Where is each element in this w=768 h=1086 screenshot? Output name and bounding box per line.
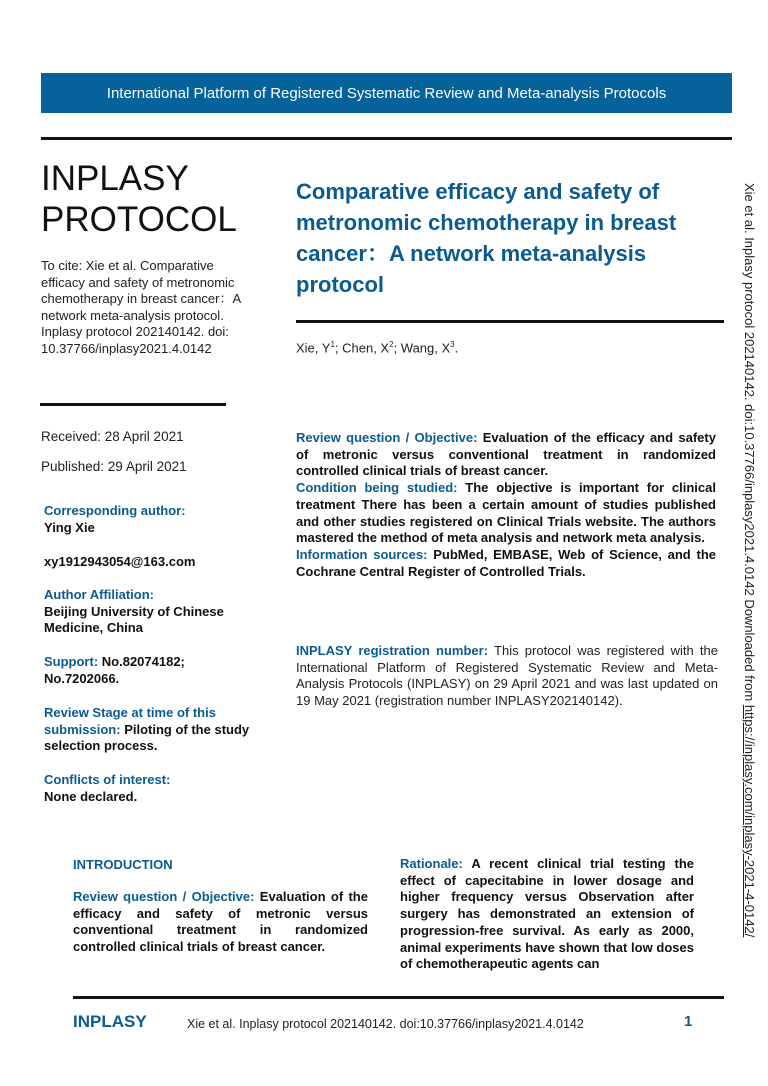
review-stage: [44, 705, 254, 755]
footer-divider: [73, 996, 724, 999]
support-value: No.82074182; No.7202066.: [44, 654, 185, 686]
review-question-label: Review question / Objective:: [296, 430, 478, 445]
abstract: [296, 430, 716, 580]
affiliation-label: Author Affiliation:: [44, 587, 154, 602]
conflicts: [44, 772, 254, 805]
download-link[interactable]: https://inplasy.com/inplasy-2021-4-0142/: [742, 704, 757, 938]
paper-title: Comparative efficacy and safety of metronomic chemotherapy in breast cancer：A network meta-analysis protocol: [296, 179, 677, 297]
author-1-affil: 1: [330, 340, 335, 349]
author-email[interactable]: xy1912943054@163.com: [44, 554, 196, 569]
page-number: 1: [684, 1013, 693, 1030]
support-label: Support:: [44, 654, 99, 669]
affiliation-value: Beijing University of Chinese Medicine, China: [44, 603, 224, 635]
rationale-label: Rationale:: [400, 856, 463, 871]
corresponding-label: Corresponding author:: [44, 503, 186, 518]
citation: To cite: Xie et al. Comparative efficacy and safety of metronomic chemotherapy in breast cancer：A network meta-analysis protocol. Inplasy protocol 202140142. doi: 10.37766/inplasy2021.4.0142: [41, 258, 241, 356]
intro-review-question: [73, 889, 368, 956]
side-note-text: Xie et al. Inplasy protocol 202140142. doi:10.37766/inplasy2021.4.0142 Downloaded from: [742, 183, 757, 705]
side-download-note: [742, 183, 757, 937]
information-sources-label: Information sources:: [296, 546, 428, 562]
intro-rationale: [400, 856, 694, 974]
author-end: .: [454, 340, 459, 356]
condition-label: Condition being studied:: [296, 480, 458, 496]
author-3: ; Wang, X: [393, 340, 451, 356]
conflicts-label: Conflicts of interest:: [44, 772, 171, 787]
review-stage-value: Piloting of the study selection process.: [44, 721, 250, 753]
conflicts-value: None declared.: [44, 788, 138, 804]
registration-text: This protocol was registered with the International Platform of Registered Systematic Review and Meta-Analysis Protocols (INPLASY) on 29 April 2021 and was last updated on 19 May 2021 (registration number INPLASY202140142).: [296, 643, 719, 709]
author-affiliation: [44, 587, 254, 637]
condition-text: The objective is important for clinical treatment There has been a certain amount of studies published and other studies registered on Clinical Trials website. The authors mastered the method of meta analysis and network meta analysis.: [296, 480, 716, 546]
author-list: [296, 340, 458, 355]
support: [44, 654, 254, 687]
protocol-heading: [41, 158, 237, 240]
heading-line-2: PROTOCOL: [41, 200, 237, 239]
platform-banner: International Platform of Registered Systematic Review and Meta-analysis Protocols: [41, 73, 732, 113]
author-2-affil: 2: [389, 340, 394, 349]
information-sources-text: PubMed, EMBASE, Web of Science, and the Cochrane Central Register of Controlled Trials.: [296, 546, 716, 579]
corresponding-author: [44, 503, 254, 536]
footer-citation: Xie et al. Inplasy protocol 202140142. doi:10.37766/inplasy2021.4.0142: [187, 1017, 584, 1031]
top-divider: [41, 137, 732, 140]
intro-rq-label: Review question / Objective:: [73, 889, 255, 904]
title-divider: [296, 320, 724, 323]
author-3-affil: 3: [450, 340, 455, 349]
rationale-text: A recent clinical trial testing the effect of capecitabine in lower dosage and higher frequency versus Observation after surgery has demonstrated an extension of progression-free survival. As early as 2000, animal experiments have shown that low doses of chemotherapeutic agents can: [400, 856, 694, 972]
registration-label: INPLASY registration number:: [296, 643, 489, 658]
left-divider: [40, 403, 226, 406]
registration-info: [296, 643, 718, 710]
received-date: Received: 28 April 2021: [41, 429, 184, 444]
author-2: ; Chen, X: [334, 340, 390, 356]
review-stage-label: Review Stage at time of this submission:: [44, 705, 216, 737]
published-date: Published: 29 April 2021: [41, 459, 187, 474]
review-question-text: Evaluation of the efficacy and safety of metronic versus conventional treatment in randomized controlled clinical trials of breast cancer.: [296, 430, 716, 479]
intro-rq-text: Evaluation of the efficacy and safety of metronic versus conventional treatment in randomized controlled clinical trials of breast cancer.: [73, 889, 368, 955]
corresponding-name: Ying Xie: [44, 519, 95, 535]
author-1: Xie, Y: [296, 340, 331, 356]
footer-brand: INPLASY: [73, 1012, 147, 1031]
introduction-heading: INTRODUCTION: [73, 857, 173, 872]
heading-line-1: INPLASY: [41, 159, 189, 198]
